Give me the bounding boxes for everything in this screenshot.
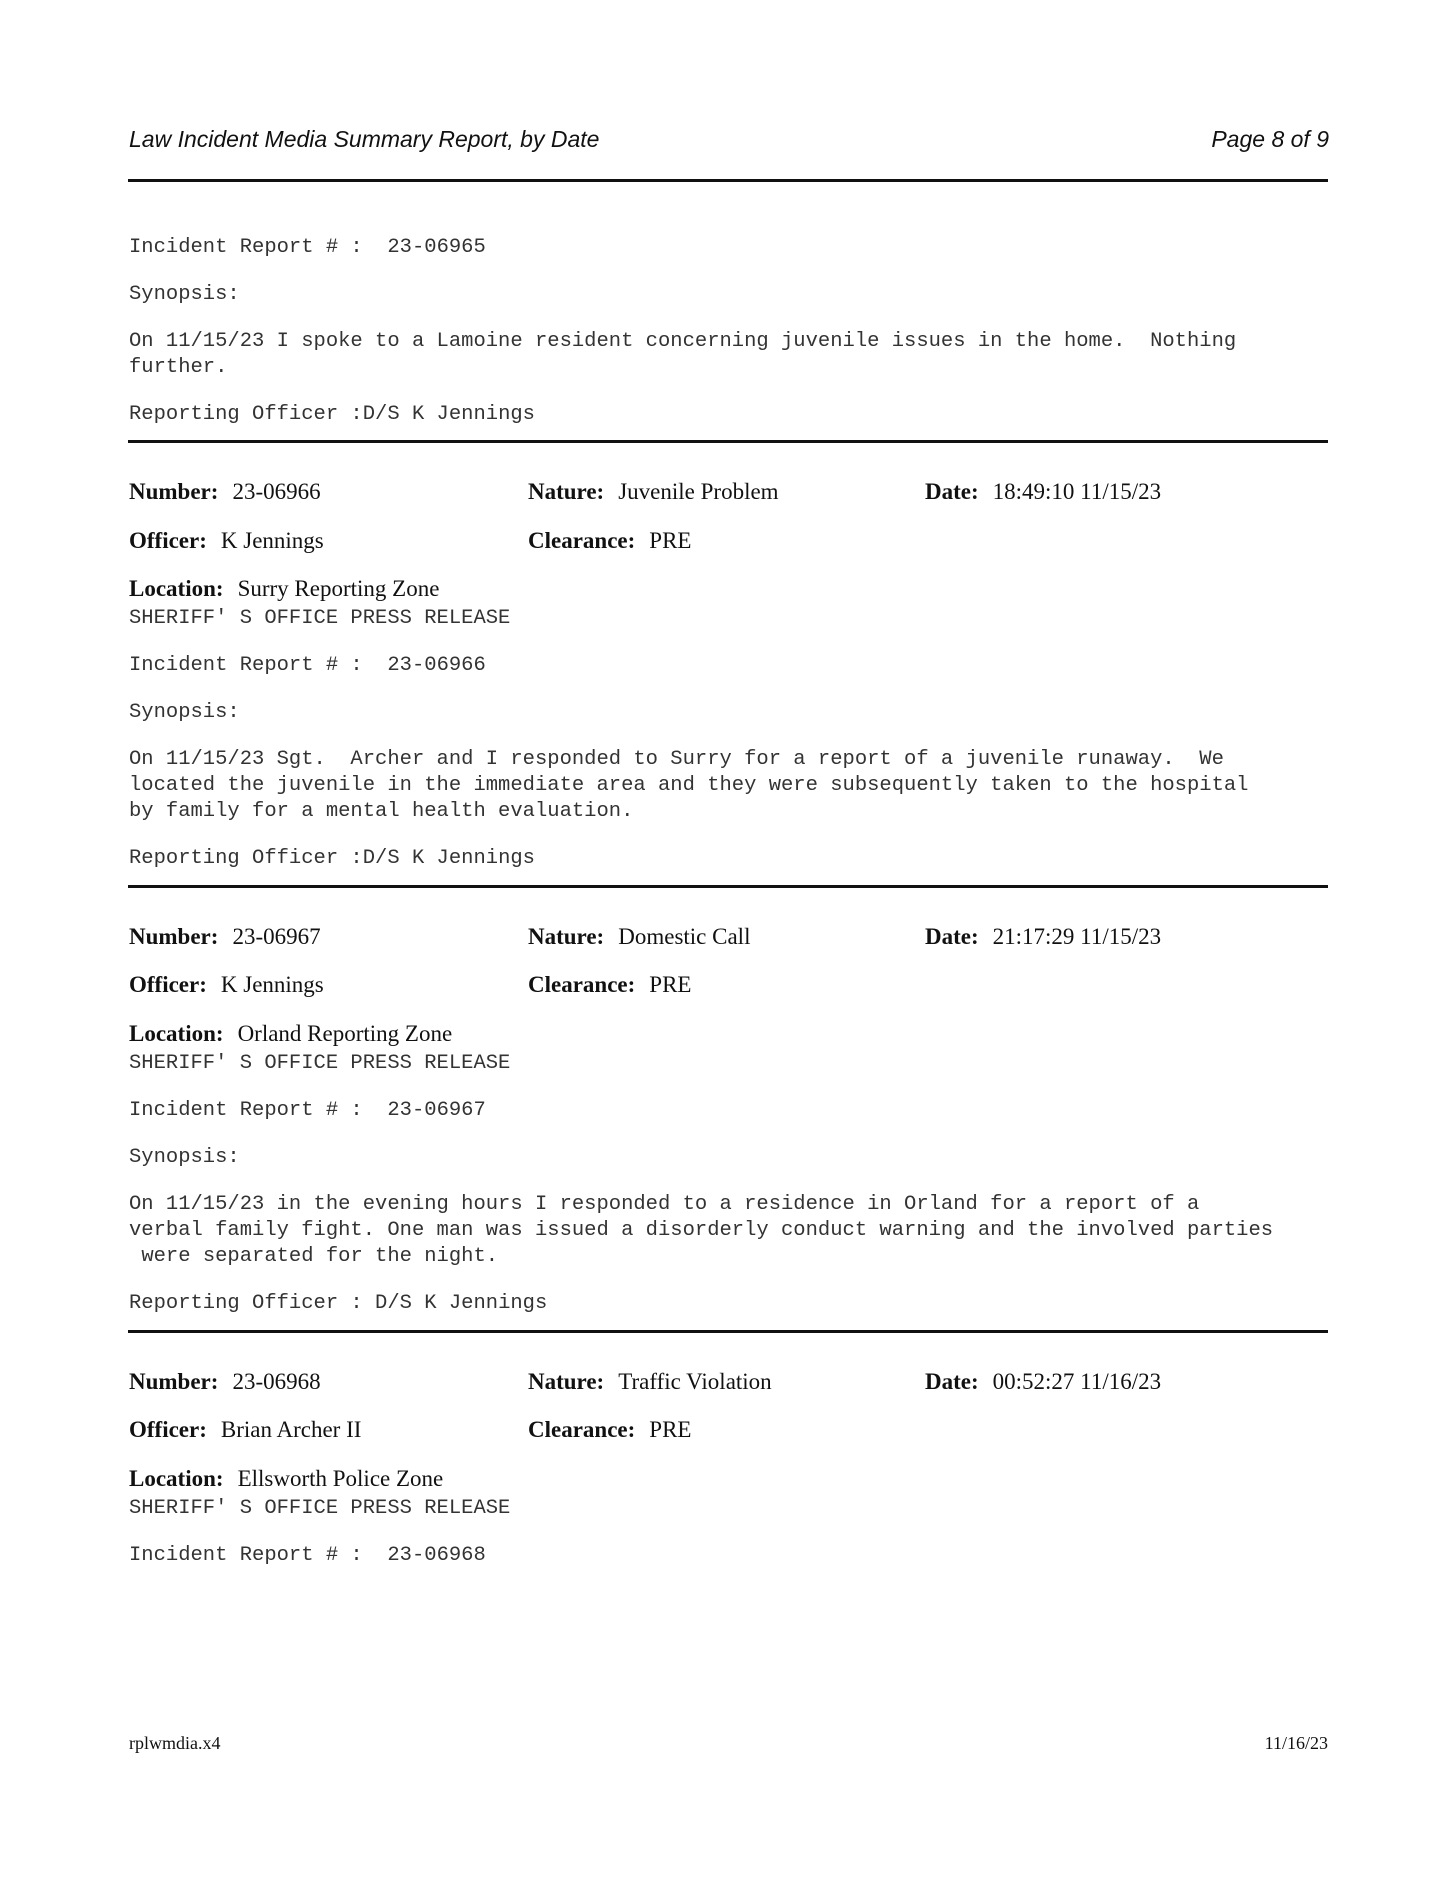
date-field: Date: 21:17:29 11/15/23 [925, 924, 1162, 949]
synopsis-label: Synopsis: [129, 1146, 240, 1169]
reporting-officer-line: Reporting Officer : D/S K Jennings [129, 1292, 548, 1315]
footer-print-date: 11/16/23 [1264, 1733, 1328, 1753]
location-field: Location: Surry Reporting Zone [129, 576, 440, 601]
synopsis-label: Synopsis: [129, 701, 240, 724]
date-field: Date: 18:49:10 11/15/23 [925, 479, 1162, 504]
incident-report-line: Incident Report # : 23-06965 [129, 236, 486, 259]
location-field: Location: Orland Reporting Zone [129, 1021, 453, 1046]
date-field: Date: 00:52:27 11/16/23 [925, 1369, 1162, 1394]
officer-field: Officer: K Jennings [129, 528, 324, 553]
page-number: Page 8 of 9 [1211, 126, 1329, 152]
incident-report-line: Incident Report # : 23-06968 [129, 1544, 486, 1567]
officer-field: Officer: K Jennings [129, 972, 324, 997]
number-field: Number: 23-06968 [129, 1369, 321, 1394]
press-release-label: SHERIFF' S OFFICE PRESS RELEASE [129, 1052, 511, 1075]
incident-report-line: Incident Report # : 23-06967 [129, 1099, 486, 1122]
incident-report-line: Incident Report # : 23-06966 [129, 654, 486, 677]
section-rule [128, 1330, 1328, 1333]
nature-field: Nature: Domestic Call [528, 924, 751, 949]
clearance-field: Clearance: PRE [528, 972, 692, 997]
clearance-field: Clearance: PRE [528, 1417, 692, 1442]
clearance-field: Clearance: PRE [528, 528, 692, 553]
report-title: Law Incident Media Summary Report, by Date [129, 126, 600, 152]
synopsis-text: On 11/15/23 Sgt. Archer and I responded to Surry for a report of a juvenile runaway. We located the juvenile in the immediate area and they were subsequently taken to the hospital by family for a mental health evaluation. [129, 748, 1249, 823]
press-release-label: SHERIFF' S OFFICE PRESS RELEASE [129, 1497, 511, 1520]
number-field: Number: 23-06966 [129, 479, 321, 504]
section-rule [128, 440, 1328, 443]
footer-report-id: rplwmdia.x4 [129, 1733, 221, 1753]
reporting-officer-line: Reporting Officer :D/S K Jennings [129, 403, 535, 426]
nature-field: Nature: Traffic Violation [528, 1369, 772, 1394]
synopsis-text: On 11/15/23 in the evening hours I responded to a residence in Orland for a report of a verbal family fight. One man was issued a disorderly conduct warning and the involved parties were separated for the night. [129, 1193, 1274, 1268]
synopsis-text: On 11/15/23 I spoke to a Lamoine resident concerning juvenile issues in the home. Nothing further. [129, 330, 1237, 379]
reporting-officer-line: Reporting Officer :D/S K Jennings [129, 847, 535, 870]
section-rule [128, 885, 1328, 888]
officer-field: Officer: Brian Archer II [129, 1417, 362, 1442]
synopsis-label: Synopsis: [129, 283, 240, 306]
number-field: Number: 23-06967 [129, 924, 321, 949]
location-field: Location: Ellsworth Police Zone [129, 1466, 444, 1491]
header-rule [128, 179, 1328, 182]
press-release-label: SHERIFF' S OFFICE PRESS RELEASE [129, 607, 511, 630]
nature-field: Nature: Juvenile Problem [528, 479, 779, 504]
